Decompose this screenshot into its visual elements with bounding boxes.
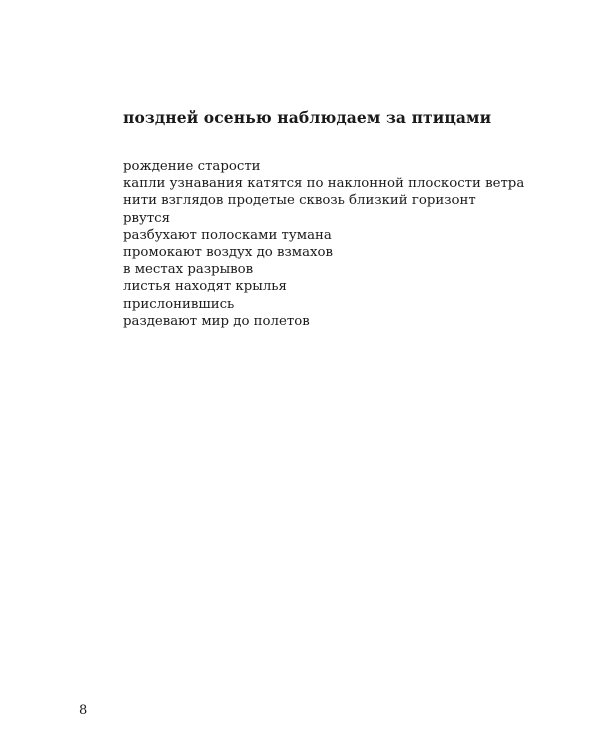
poem-line: разбухают полосками тумана [123, 227, 332, 243]
page-number: 8 [79, 703, 88, 718]
poem-line: промокают воздух до взмахов [123, 245, 334, 261]
poem-line: листья находят крылья [123, 279, 287, 295]
poem-line: прислонившись [123, 296, 235, 312]
poem-line: рвутся [123, 210, 171, 226]
poem-body [123, 158, 524, 330]
poem-line: капли узнавания катятся по наклонной плоскости ветра [123, 176, 525, 192]
poem-line: нити взглядов продетые сквозь близкий горизонт [123, 193, 476, 209]
poem-line: рождение старости [123, 159, 261, 174]
poem-line: в местах разрывов [123, 262, 254, 278]
poem-title: поздней осенью наблюдаем за птицами [123, 108, 492, 127]
poem-line: раздевают мир до полетов [123, 313, 310, 329]
